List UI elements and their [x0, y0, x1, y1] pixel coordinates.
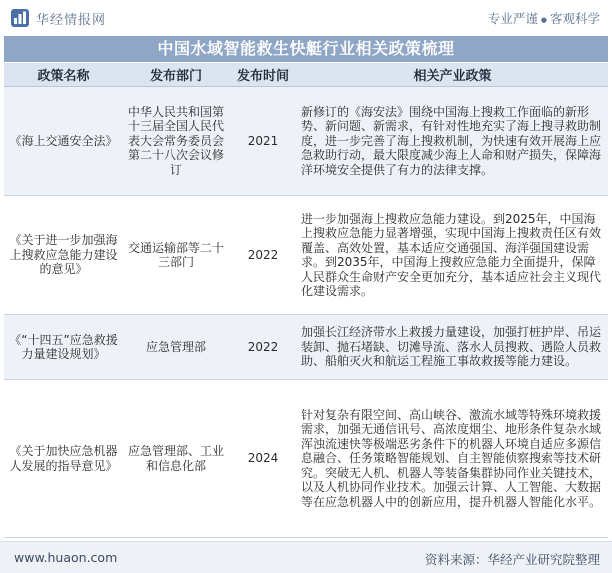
column-header-date: 发布时间 — [229, 63, 297, 87]
huajing-logo-icon — [10, 8, 30, 28]
year-cell: 2021 — [229, 87, 297, 196]
data-source: 资料来源：华经产业研究院整理 — [424, 552, 600, 567]
department-cell: 应急管理部 — [123, 315, 229, 380]
footer-bar — [0, 541, 612, 573]
content-cell: 加强长江经济带水上救援力量建设，加强打桩护岸、吊运装卸、抛石堵缺、切滩导流、落水人员搜救、遇险人员救助、船舶灭火和航运工程施工事故救援等能力建设。 — [297, 315, 608, 380]
year-cell: 2024 — [229, 380, 297, 538]
content-cell: 针对复杂有限空间、高山峡谷、激流水域等特殊环境救援需求，加强无通信讯号、高浓度烟尘、地形条件复杂水域浑浊流速快等极端恶劣条件下的机器人环境自适应多源信息融合、任务策略智能规划、自主智能侦察搜索等技术研究。突破无人机、机器人等装备集群协同作业关键技术，以及人机协同作业技术。加强云计算、人工智能、大数据等在应急机器人中的创新应用，提升机器人智能化水平。 — [297, 380, 608, 538]
column-header-department: 发布部门 — [123, 63, 229, 87]
policy-name-cell: 《“十四五”应急救援力量建设规划》 — [4, 315, 123, 380]
top-bar — [0, 0, 612, 36]
department-cell: 交通运输部等二十三部门 — [123, 196, 229, 315]
slogan-separator: ● — [540, 15, 547, 24]
department-cell: 应急管理部、工业和信息化部 — [123, 380, 229, 538]
slogan-right: 客观科学 — [549, 11, 600, 26]
content-cell: 进一步加强海上搜救应急能力建设。到2025年，中国海上搜救应急能力显著增强，实现中国海上搜救责任区有效覆盖、高效处置，基本适应交通强国、海洋强国建设需求。到2035年，中国海上搜救应急能力全面提升，保障人民群众生命财产安全更加充分，基本适应社会主义现代化建设需求。 — [297, 196, 608, 315]
slogan — [488, 9, 600, 27]
year-cell: 2022 — [229, 315, 297, 380]
policy-name-cell: 《海上交通安全法》 — [4, 87, 123, 196]
table-header-row — [4, 63, 608, 87]
slogan-left: 专业严谨 — [487, 11, 538, 26]
table-row — [4, 315, 608, 380]
column-header-policy-name: 政策名称 — [4, 63, 123, 87]
table-row — [4, 196, 608, 315]
department-cell: 中华人民共和国第十三届全国人民代表大会常务委员会第二十八次会议修订 — [123, 87, 229, 196]
policy-name-cell: 《关于进一步加强海上搜救应急能力建设的意见》 — [4, 196, 123, 315]
site-url: www.huaon.com — [14, 550, 118, 565]
policy-table — [4, 63, 608, 538]
year-cell: 2022 — [229, 196, 297, 315]
brand-name: 华经情报网 — [36, 13, 107, 28]
policy-name-cell: 《关于加快应急机器人发展的指导意见》 — [4, 380, 123, 538]
column-header-content: 相关产业政策 — [297, 63, 608, 87]
content-cell: 新修订的《海安法》围绕中国海上搜救工作面临的新形势、新问题、新需求，有针对性地充实了海上搜寻救助制度，进一步完善了海上搜救机制，为快速有效开展海上应急救助行动，最大限度减少海上人命和财产损失，保障海洋环境安全提供了有力的法律支撑。 — [297, 87, 608, 196]
table-row — [4, 87, 608, 196]
table-row — [4, 380, 608, 538]
page-title: 中国水域智能救生快艇行业相关政策梳理 — [4, 36, 608, 62]
policy-table-container — [4, 63, 608, 538]
